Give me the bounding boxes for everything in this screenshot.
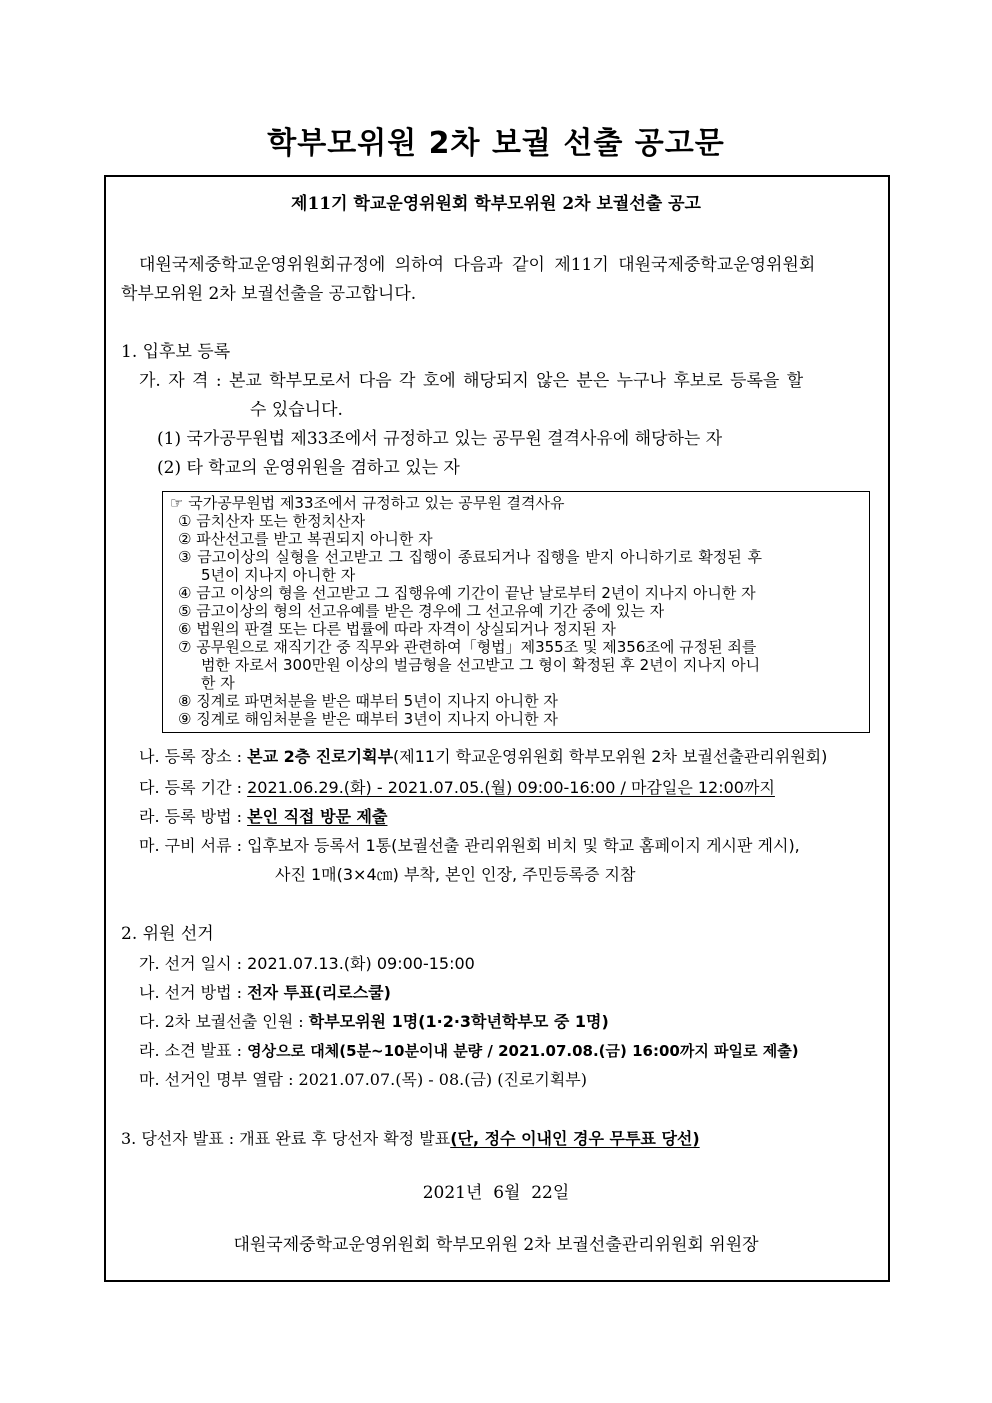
docs-label: 마. 구비 서류 :	[139, 836, 248, 855]
box-heading	[170, 494, 564, 512]
box-item: ⑨ 징계로 해임처분을 받은 때부터 3년이 지나지 아니한 자	[178, 710, 558, 728]
announcement-prefix: 3. 당선자 발표 : 개표 완료 후 당선자 확정 발표	[121, 1129, 451, 1148]
box-item: ② 파산선고를 받고 복권되지 아니한 자	[178, 530, 433, 548]
condition-2: (2) 타 학교의 운영위원을 겸하고 있는 자	[157, 458, 460, 478]
place-bold: 본교 2층 진로기획부	[247, 747, 394, 766]
section1-heading: 1. 입후보 등록	[121, 342, 231, 362]
method-label: 라. 등록 방법 :	[139, 807, 248, 826]
registration-method	[139, 806, 387, 828]
box-item: ⑧ 징계로 파면처분을 받은 때부터 5년이 지나지 아니한 자	[178, 692, 558, 710]
registration-place	[139, 746, 827, 768]
period-value: 2021.06.29.(화) - 2021.07.05.(월) 09:00-16:00 / 마감일은 12:00까지	[247, 778, 775, 797]
method-value: 본인 직접 방문 제출	[247, 807, 388, 826]
qualification-line-2: 수 있습니다.	[250, 400, 343, 420]
intro-line-1: 대원국제중학교운영위원회규정에 의하여 다음과 같이 제11기 대원국제중학교운영위원회	[139, 255, 816, 275]
notice-date: 2021년 6월 22일	[422, 1183, 570, 1203]
election-date	[139, 953, 475, 975]
date-value: 2021.07.13.(화) 09:00-15:00	[247, 954, 475, 973]
registration-period	[139, 777, 775, 799]
box-item: 한 자	[201, 674, 235, 692]
qualification-line-1: 가. 자 격 : 본교 학부모로서 다음 각 호에 해당되지 않은 분은 누구나 후보로 등록을 할	[139, 371, 804, 391]
box-item: ① 금치산자 또는 한정치산자	[178, 512, 366, 530]
place-rest: (제11기 학교운영위원회 학부모위원 2차 보궐선출관리위원회)	[393, 747, 828, 766]
method-label: 나. 선거 방법 :	[139, 983, 248, 1002]
docs-line-2: 사진 1매(3×4㎝) 부착, 본인 인장, 주민등록증 지참	[275, 865, 636, 884]
required-documents	[139, 835, 800, 857]
intro-line-2: 학부모위원 2차 보궐선출을 공고합니다.	[121, 284, 417, 304]
election-count	[139, 1011, 609, 1033]
period-label: 다. 등록 기간 :	[139, 778, 248, 797]
box-item: 5년이 지나지 아니한 자	[201, 566, 356, 584]
announcement-emphasis: (단, 정수 이내인 경우 무투표 당선)	[450, 1129, 700, 1148]
box-item: ⑤ 금고이상의 형의 선고유예를 받은 경우에 그 선고유예 기간 중에 있는 자	[178, 602, 665, 620]
election-method	[139, 982, 391, 1004]
box-item: ③ 금고이상의 실형을 선고받고 그 집행이 종료되거나 집행을 받지 아니하기로 확정된 후	[178, 548, 763, 566]
count-label: 다. 2차 보궐선출 인원 :	[139, 1012, 309, 1031]
method-value: 전자 투표(리로스쿨)	[247, 983, 391, 1002]
box-item: 범한 자로서 300만원 이상의 벌금형을 선고받고 그 형이 확정된 후 2년이 지나지 아니	[201, 656, 761, 674]
docs-line-1: 입후보자 등록서 1통(보궐선출 관리위원회 비치 및 학교 홈페이지 게시판 게시),	[247, 836, 800, 855]
date-label: 가. 선거 일시 :	[139, 954, 248, 973]
condition-1: (1) 국가공무원법 제33조에서 규정하고 있는 공무원 결격사유에 해당하는 자	[157, 429, 723, 449]
winner-announcement	[121, 1128, 700, 1150]
section2-heading: 2. 위원 선거	[121, 924, 214, 944]
box-heading-text: 국가공무원법 제33조에서 규정하고 있는 공무원 결격사유	[188, 494, 565, 512]
box-item: ⑥ 법원의 판결 또는 다른 법률에 따라 자격이 상실되거나 정지된 자	[178, 620, 616, 638]
place-label: 나. 등록 장소 :	[139, 747, 248, 766]
speech-value: 영상으로 대체(5분~10분이내 분량 / 2021.07.08.(금) 16:00까지 파일로 제출)	[247, 1042, 799, 1060]
voter-roll: 마. 선거인 명부 열람 : 2021.07.07.(목) - 08.(금) (진로기획부)	[139, 1070, 588, 1089]
signature: 대원국제중학교운영위원회 학부모위원 2차 보궐선출관리위원회 위원장	[233, 1235, 759, 1255]
page-title: 학부모위원 2차 보궐 선출 공고문	[267, 126, 725, 161]
pointing-hand-icon: ☞	[170, 494, 184, 512]
box-item: ④ 금고 이상의 형을 선고받고 그 집행유예 기간이 끝난 날로부터 2년이 지나지 아니한 자	[178, 584, 756, 602]
speech-label: 라. 소견 발표 :	[139, 1041, 248, 1060]
count-value: 학부모위원 1명(1·2·3학년학부모 중 1명)	[308, 1012, 609, 1031]
box-item: ⑦ 공무원으로 재직기간 중 직무와 관련하여「형법」제355조 및 제356조에 규정된 죄를	[178, 638, 757, 656]
speech	[139, 1040, 799, 1062]
notice-subtitle: 제11기 학교운영위원회 학부모위원 2차 보궐선출 공고	[291, 194, 701, 214]
